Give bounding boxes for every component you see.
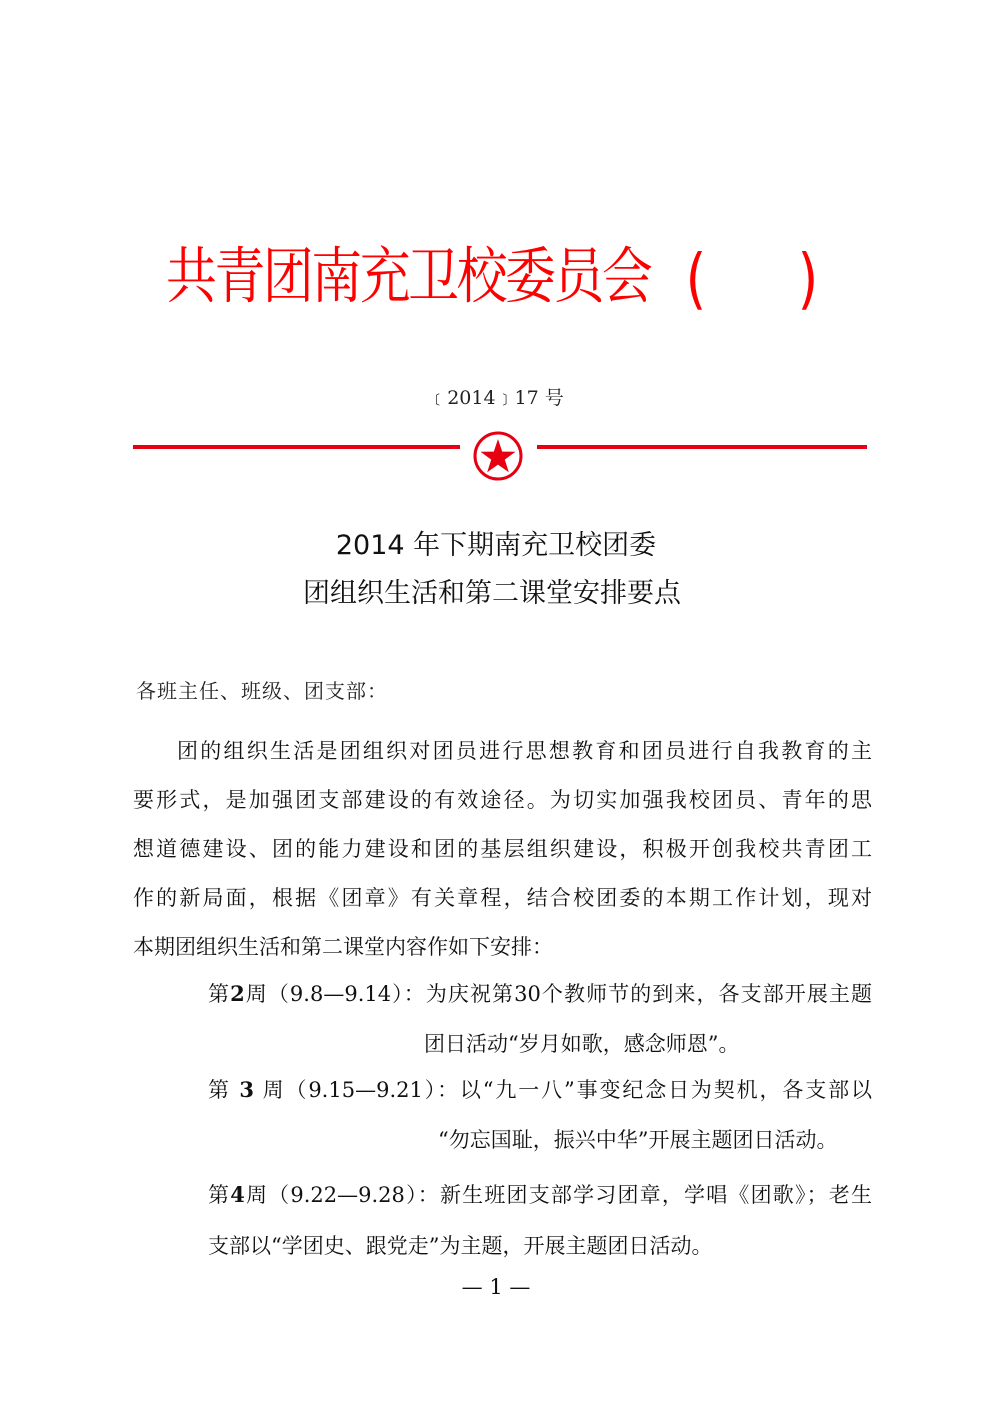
header-red-rule-left [133, 445, 460, 449]
red-star-emblem-icon [471, 429, 525, 483]
week-description: 周（9.15—9.21）：以“九一八”事变纪念日为契机，各支部以 [254, 1078, 872, 1102]
week-prefix: 第 [208, 1183, 231, 1207]
intro-line-2: 要形式，是加强团支部建设的有效途径。为切实加强我校团员、青年的思 [133, 788, 872, 812]
schedule-item-week-3-line-2: “勿忘国耻，振兴中华”开展主题团日活动。 [438, 1128, 838, 1152]
schedule-item-week-4 [208, 1180, 872, 1210]
document-title-line-1: 2014 年下期南充卫校团委 [335, 530, 657, 561]
intro-line-5: 本期团组织生活和第二课堂内容作如下安排： [133, 935, 553, 959]
document-number [0, 384, 992, 412]
page-number: — 1 — [461, 1275, 531, 1299]
schedule-item-week-2-line-2: 团日活动“岁月如歌，感念师恩”。 [424, 1032, 740, 1056]
schedule-item-week-3 [208, 1075, 872, 1105]
org-header-title [166, 232, 866, 322]
week-number: 3 [239, 1077, 255, 1102]
salutation: 各班主任、班级、团支部： [136, 679, 388, 703]
header-paren-open: ( [685, 240, 707, 317]
schedule-item-week-4-line-2: 支部以“学团史、跟党走”为主题，开展主题团日活动。 [208, 1234, 713, 1258]
header-paren-close: ) [797, 240, 819, 317]
intro-line-4: 作的新局面，根据《团章》有关章程，结合校团委的本期工作计划，现对 [133, 886, 872, 910]
document-title-line-2: 团组织生活和第二课堂安排要点 [303, 578, 681, 609]
week-prefix: 第 [208, 982, 231, 1006]
document-number-text: ﹝2014﹞17 号 [428, 387, 564, 409]
intro-line-1: 团的组织生活是团组织对团员进行思想教育和团员进行自我教育的主 [177, 739, 872, 763]
header-red-rule-right [537, 445, 867, 449]
week-prefix: 第 [208, 1078, 240, 1102]
intro-paragraph [133, 727, 872, 972]
week-description: 周（9.22—9.28）：新生班团支部学习团章，学唱《团歌》；老生 [244, 1183, 872, 1207]
week-description: 周（9.8—9.14）：为庆祝第30个教师节的到来，各支部开展主题 [244, 982, 873, 1006]
schedule-item-week-2 [208, 979, 872, 1009]
week-number: 2 [230, 981, 245, 1006]
org-title-text: 共青团南充卫校委员会 [166, 241, 651, 312]
week-number: 4 [230, 1182, 245, 1207]
intro-line-3: 想道德建设、团的能力建设和团的基层组织建设，积极开创我校共青团工 [133, 837, 872, 861]
